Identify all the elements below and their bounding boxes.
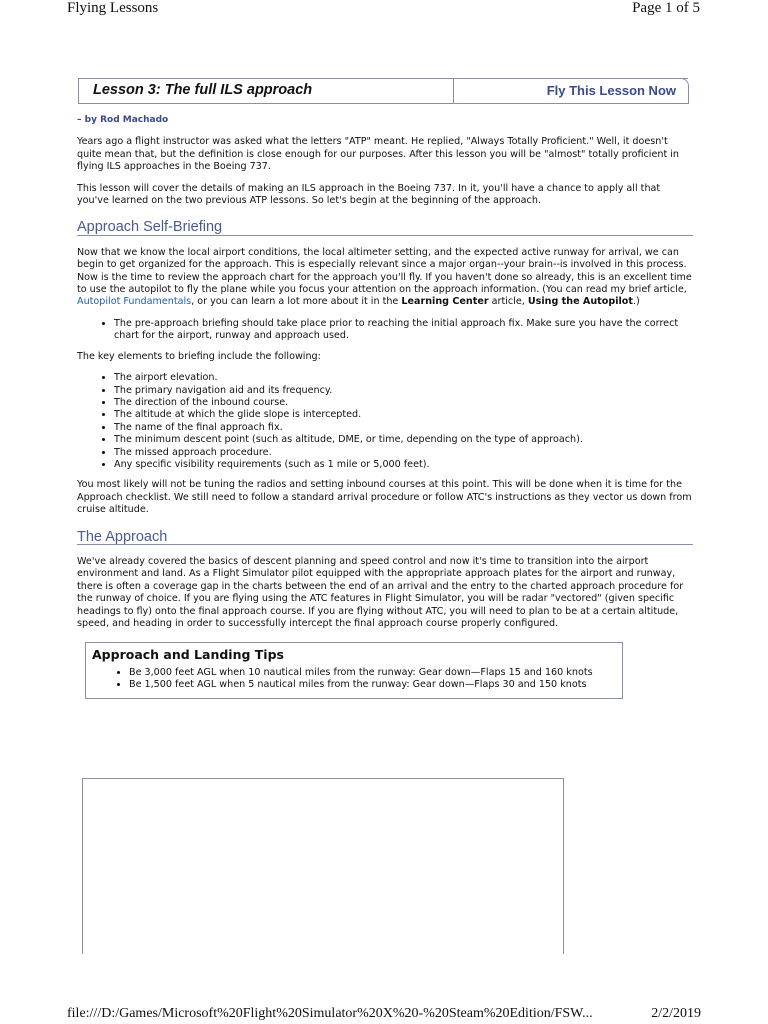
list-item: • The name of the final approach fix. <box>114 422 693 434</box>
list-item: • The minimum descent point (such as altitude, DME, or time, depending on the type of approach). <box>114 434 693 446</box>
lesson-title-bar <box>78 78 688 104</box>
key-elements-intro: The key elements to briefing include the following: <box>77 350 321 362</box>
list-item: • The direction of the inbound course. <box>114 397 693 409</box>
intro-paragraph-1: Years ago a flight instructor was asked what the letters "ATP" meant. He replied, "Always Totally Proficient." Well, it doesn't quite mean that, but the definition is close enough for our purposes. After this lesson you will be "almost" totally proficient in flying ILS approaches in the Boeing 737. <box>77 136 680 173</box>
print-header-title: Flying Lessons <box>67 0 159 16</box>
list-item: • The pre-approach briefing should take place prior to reaching the initial approach fix. Make sure you have the correct chart for the airport, runway and approach used. <box>114 318 693 343</box>
lesson-title: Lesson 3: The full ILS approach <box>93 82 313 98</box>
print-header-page: Page 1 of 5 <box>632 0 700 16</box>
approach-tips-box <box>85 642 623 698</box>
byline: – by Rod Machado <box>77 115 169 125</box>
list-item: • The missed approach procedure. <box>114 447 693 459</box>
image-placeholder-frame <box>82 778 564 954</box>
print-footer-date: 2/2/2019 <box>651 1006 701 1021</box>
list-item: • The airport elevation. <box>114 372 693 384</box>
tips-list <box>92 667 616 692</box>
section-heading-approach: The Approach <box>77 531 693 545</box>
key-elements-list <box>77 372 693 471</box>
fly-this-lesson-button[interactable]: Fly This Lesson Now <box>453 78 689 104</box>
print-footer-url: file:///D:/Games/Microsoft%20Flight%20Simulator%20X%20-%20Steam%20Edition/FSW... <box>67 1006 593 1021</box>
list-item: • Any specific visibility requirements (such as 1 mile or 5,000 feet). <box>114 459 693 471</box>
approach-paragraph: We've already covered the basics of descent planning and speed control and now it's time to transition into the airport environment and land. As a Flight Simulator pilot equipped with the appropriate approach plates for the airport and runway, there is often a coverage gap in the charts between the end of an arrival and the entry to the charted approach procedure for the runway of choice. If you are flying using the ATC features in Flight Simulator, you will be radar "vectored" (given specific headings to fly) onto the final approach course. If you are flying without ATC, you will need to plan to be at a certain altitude, speed, and heading in order to successfully intercept the final approach course properly configured. <box>77 555 684 629</box>
list-item: • The altitude at which the glide slope is intercepted. <box>114 409 693 421</box>
autopilot-fundamentals-link[interactable]: Autopilot Fundamentals <box>77 296 192 308</box>
self-briefing-closing: You most likely will not be tuning the radios and setting inbound courses at this point. This will be done when it is time for the Approach checklist. We still need to follow a standard arrival procedure or follow ATC's instructions as they vector us down from cruise altitude. <box>77 479 692 516</box>
tips-title: Approach and Landing Tips <box>92 647 284 663</box>
print-header <box>0 0 768 24</box>
intro-paragraph-2: This lesson will cover the details of making an ILS approach in the Boeing 737. In it, you'll have a chance to apply all that you've learned on the two previous ATP lessons. So let's begin at the beginning of the approach. <box>77 182 661 207</box>
list-item: • The primary navigation aid and its frequency. <box>114 385 693 397</box>
list-item: • Be 1,500 feet AGL when 5 nautical miles from the runway: Gear down—Flaps 30 and 150 knots <box>129 679 616 691</box>
self-briefing-paragraph: Now that we know the local airport conditions, the local altimeter setting, and the expected active runway for arrival, we can begin to get organized for the approach. This is especially relevant since a major organ--your brain--is involved in this process. Now is the time to review the approach chart for the approach you'll fly. If you haven't done so already, this is an excellent time to use the autopilot to fly the plane while you focus your attention on the approach information. (You can read my brief article, Autopilot Fundamentals, or you can learn a lot more about it in the Learning Center article, Using the Autopilot.) <box>77 246 692 308</box>
list-item: • Be 3,000 feet AGL when 10 nautical miles from the runway: Gear down—Flaps 15 and 160 knots <box>129 667 616 679</box>
article-content <box>77 114 693 699</box>
briefing-bullet-list <box>77 318 693 343</box>
section-heading-self-briefing: Approach Self-Briefing <box>77 221 693 235</box>
